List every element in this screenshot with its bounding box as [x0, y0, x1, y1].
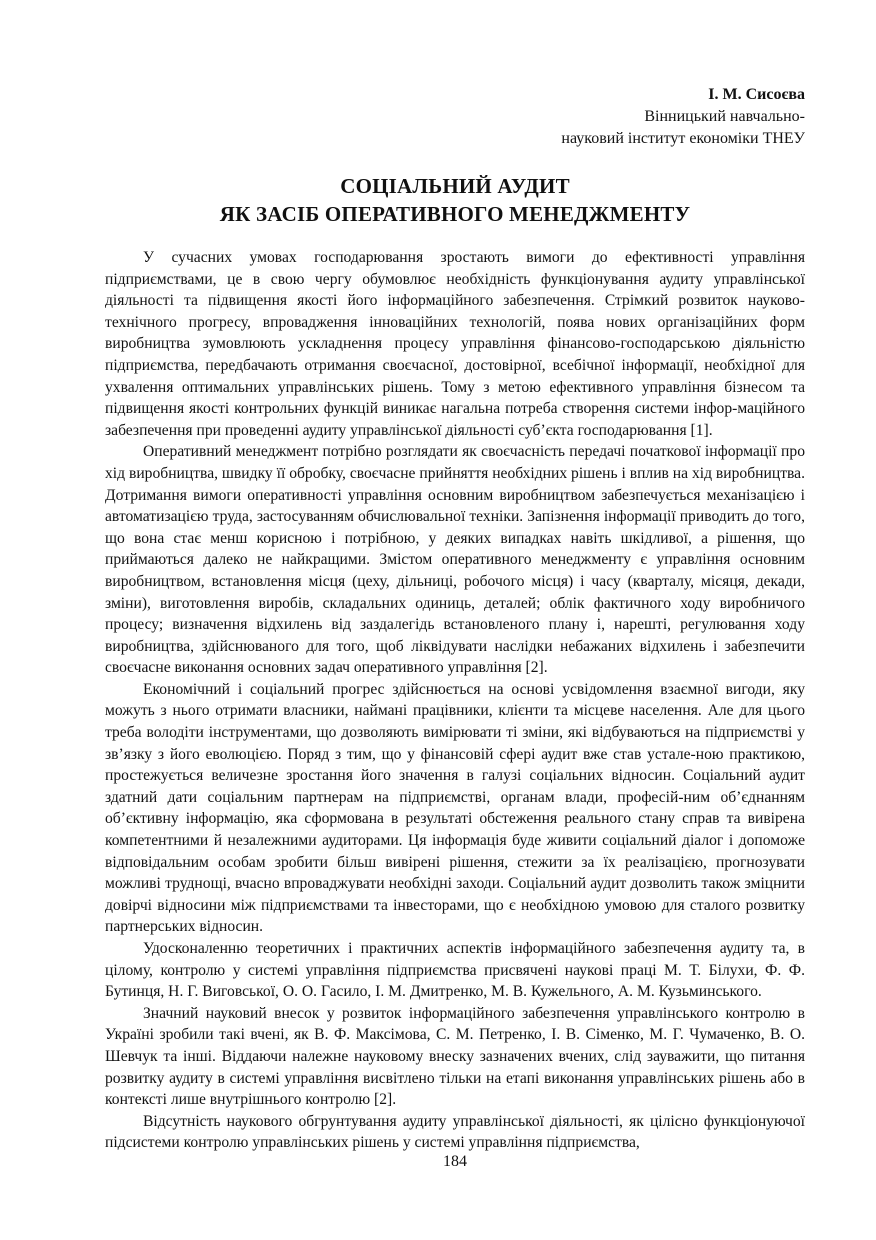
author-block [561, 84, 805, 150]
paragraph-2: Оперативний менеджмент потрібно розглядати як своєчасність передачі початкової інформації про хід виробництва, швидку її обробку, своєчасне прийняття необхідних рішень і вплив на хід виробництва. Дотримання вимоги оперативності управління основним виробництвом забезпечується механізацією і автоматизацією труда, застосуванням обчислювальної техніки. Запізнення інформації приводить до того, що вона стає менш корисною і потрібною, у деяких випадках навіть шкідливої, а рішення, що приймаються далеко не найкращими. Змістом оперативного менеджменту є управління основним виробництвом, встановлення місця (цеху, дільниці, робочого місця) і часу (кварталу, місяця, декади, зміни), виготовлення виробів, складальних одиниць, деталей; облік фактичного ходу виробничого процесу; визначення відхилень від заздалегідь встановленого плану і, нарешті, регулювання ходу виробництва, здійснюваного для того, щоб ліквідувати наслідки небажаних відхилень і забезпечити своєчасне виконання основних задач оперативного управління [2]. [105, 443, 805, 677]
article-body [105, 247, 805, 1154]
paragraph-3: Економічний і соціальний прогрес здійснюється на основі усвідомлення взаємної вигоди, яку можуть з нього отримати власники, наймані працівники, клієнти та місцеве населення. Але для цього треба володіти інструментами, що дозволяють вимірювати ті зміни, які відбуваються на підприємстві у зв’язку з його еволюцією. Поряд з тим, що у фінансовій сфері аудит вже став устале-ною практикою, простежується величезне зростання його значення в галузі соціальних відносин. Соціальний аудит здатний дати соціальним партнерам на підприємстві, органам влади, професій-ним об’єднанням об’єктивну інформацію, яка сформована в результаті обстеження реального стану справ та вивірена компетентними й незалежними аудиторами. Ця інформація буде живити соціальний діалог і допоможе відповідальним особам зробити більш вивірені рішення, стежити за їх реалізацією, прогнозувати можливі труднощі, вчасно впроваджувати необхідні заходи. Соціальний аудит дозволить також зміцнити довірчі відносини між підприємствами та інвесторами, що є необхідною умовою для сталого розвитку партнерських відносин. [105, 680, 805, 936]
paragraph-5: Значний науковий внесок у розвиток інформаційного забезпечення управлінського контролю в Україні зробили такі вчені, як В. Ф. Максімова, С. М. Петренко, І. В. Сіменко, М. Г. Чумаченко, В. О. Шевчук та інші. Віддаючи належне науковому внеску зазначених вчених, слід зауважити, що питання розвитку аудиту в системі управління висвітлено тільки на етапі виконання управлінських рішень або в контексті лише внутрішнього контролю [2]. [105, 1004, 805, 1109]
paragraph-6: Відсутність наукового обгрунтування аудиту управлінської діяльності, як цілісно функціонуючої підсистеми контролю управлінських рішень у системі управління підприємства, [105, 1112, 805, 1152]
title-line2: ЯК ЗАСІБ ОПЕРАТИВНОГО МЕНЕДЖМЕНТУ [219, 202, 691, 226]
author-affiliation-line2: науковий інститут економіки ТНЕУ [561, 130, 805, 147]
author-name: І. М. Сисоєва [708, 86, 805, 103]
page-number: 184 [443, 1153, 467, 1170]
title-line1: СОЦІАЛЬНИЙ АУДИТ [340, 174, 570, 198]
author-affiliation-line1: Вінницький навчально- [644, 108, 805, 125]
article-title [105, 172, 805, 228]
paragraph-1: У сучасних умовах господарювання зростають вимоги до ефективності управління підприємствами, це в свою чергу обумовлює необхідність функціонування аудиту управлінської діяльності та підвищення якості його інформаційного забезпечення. Стрімкий розвиток науково-технічного прогресу, впровадження інноваційних технологій, поява нових організаційних форм виробництва зумовлюють ускладнення процесу управління фінансово-господарською діяльністю підприємства, передбачають отримання своєчасної, достовірної, всебічної інформації, необхідної для ухвалення оптимальних управлінських рішень. Тому з метою ефективного управління бізнесом та підвищення якості контрольних функцій виникає нагальна потреба створення системи інфор-маційного забезпечення при проведенні аудиту управлінської діяльності суб’єкта господарювання [1]. [105, 249, 805, 439]
paragraph-4: Удосконаленню теоретичних і практичних аспектів інформаційного забезпечення аудиту та, в цілому, контролю у системі управління підприємства присвячені наукові праці М. Т. Білухи, Ф. Ф. Бутинця, Н. Г. Виговської, О. О. Гасило, І. М. Дмитренко, М. В. Кужельного, А. М. Кузьминського. [105, 940, 805, 1001]
